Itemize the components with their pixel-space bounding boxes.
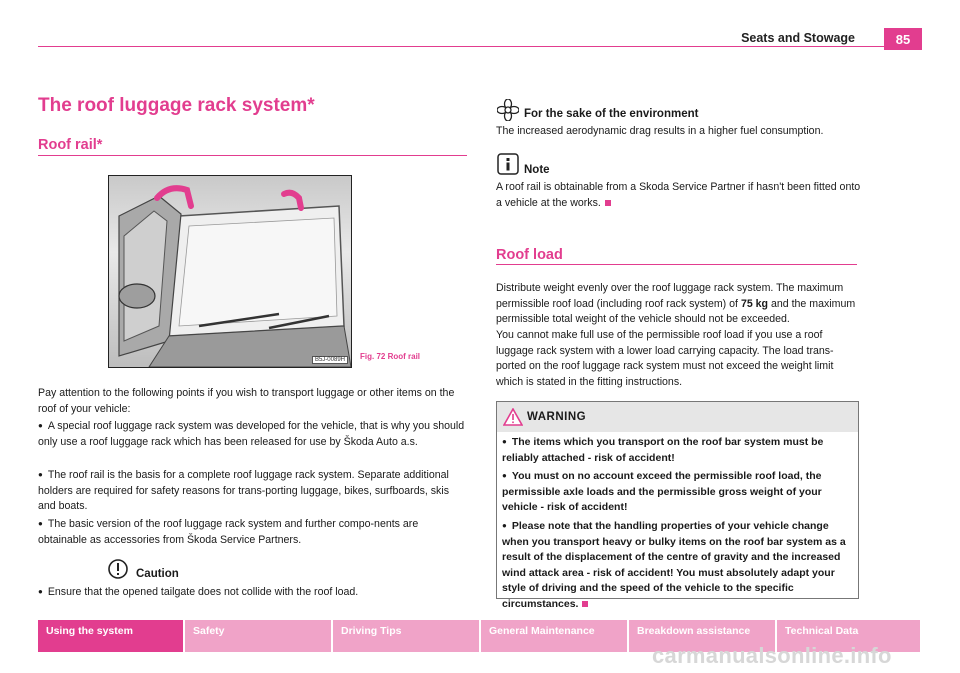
caution-text: ● Ensure that the opened tailgate does not collide with the roof load. [38,585,468,601]
environment-text: The increased aerodynamic drag results in a higher fuel consumption. [496,125,824,137]
note-title: Note [524,164,550,176]
page-number: 85 [884,28,922,50]
tab-safety[interactable]: Safety [185,620,333,652]
running-header-title: Seats and Stowage [741,31,855,45]
warning-box [496,401,859,610]
tab-technical-data[interactable]: Technical Data [777,620,922,652]
subsection-heading-roof-load: Roof load [496,247,563,263]
figure-caption: Fig. 72 Roof rail [360,352,421,361]
roof-rail-figure [108,175,352,368]
warning-title: WARNING [527,411,587,423]
warning-item-last: ● Please note that the handling properties of your vehicle change when you transport heavy or bulky items on the roof bar system as a result of the displacement of the centre of gravity and the increased wind attack area - risk of accident! You must absolutely adapt your style of driving and the speed of the vehicle to the specific circumstances. [502,519,854,613]
caution-title: Caution [136,568,179,580]
note-icon [497,153,519,175]
bullet-item: ● The basic version of the roof luggage rack system and further compo-nents are obtainable as accessories from Škoda Service Partners. [38,517,468,548]
watermark: carmanualsonline.info [652,643,892,668]
warning-item: ● The items which you transport on the roof bar system must be reliably attached - risk of accident! [502,435,854,466]
tab-driving-tips[interactable]: Driving Tips [333,620,481,652]
figure-code: B5J-0089H [312,356,348,364]
tab-general-maintenance[interactable]: General Maintenance [481,620,629,652]
bullet-item: ● A special roof luggage rack system was developed for the vehicle, that is why you should only use a roof luggage rack which has been released for use by Škoda Auto a.s. [38,419,468,450]
caution-icon [107,558,129,580]
car-illustration [109,176,351,367]
heading-rule [38,155,467,156]
intro-paragraph: Pay attention to the following points if you wish to transport luggage or other items on the roof of your vehicle: [38,387,455,415]
roof-load-paragraph-1: Distribute weight evenly over the roof luggage rack system. The maximum permissible roof load (including roof rack system) of 75 kg and the maximum permissible total weight of the vehicle should not be exceeded. [496,282,856,325]
environment-title: For the sake of the environment [524,108,699,120]
section-title: The roof luggage rack system* [38,95,315,116]
heading-rule [496,264,857,265]
note-text: A roof rail is obtainable from a Skoda Service Partner if hasn't been fitted onto a vehicle at the works. [496,181,861,209]
warning-triangle-icon [503,408,523,426]
tab-using-the-system[interactable]: Using the system [38,620,185,652]
warning-body [502,435,854,616]
end-marker [582,601,588,607]
end-marker [605,200,611,206]
roof-load-paragraph-2: You cannot make full use of the permissible roof load if you use a roof luggage rack system with a lower load carrying capacity. The load trans-ported on the roof luggage rack system must not exceed the weight limit which is stated in the fitting instructions. [496,329,834,388]
environment-flower-icon [497,99,519,121]
subsection-heading-roof-rail: Roof rail* [38,137,103,153]
header-rule [38,46,884,47]
bullet-item: ● The roof rail is the basis for a complete roof luggage rack system. Separate additional holders are required for safety reasons for trans-porting luggage, bikes, surfboards, skis and boats. [38,468,468,515]
tab-breakdown-assistance[interactable]: Breakdown assistance [629,620,777,652]
warning-item: ● You must on no account exceed the permissible roof load, the permissible axle loads and the permissible gross weight of your vehicle - risk of accident! [502,469,854,516]
